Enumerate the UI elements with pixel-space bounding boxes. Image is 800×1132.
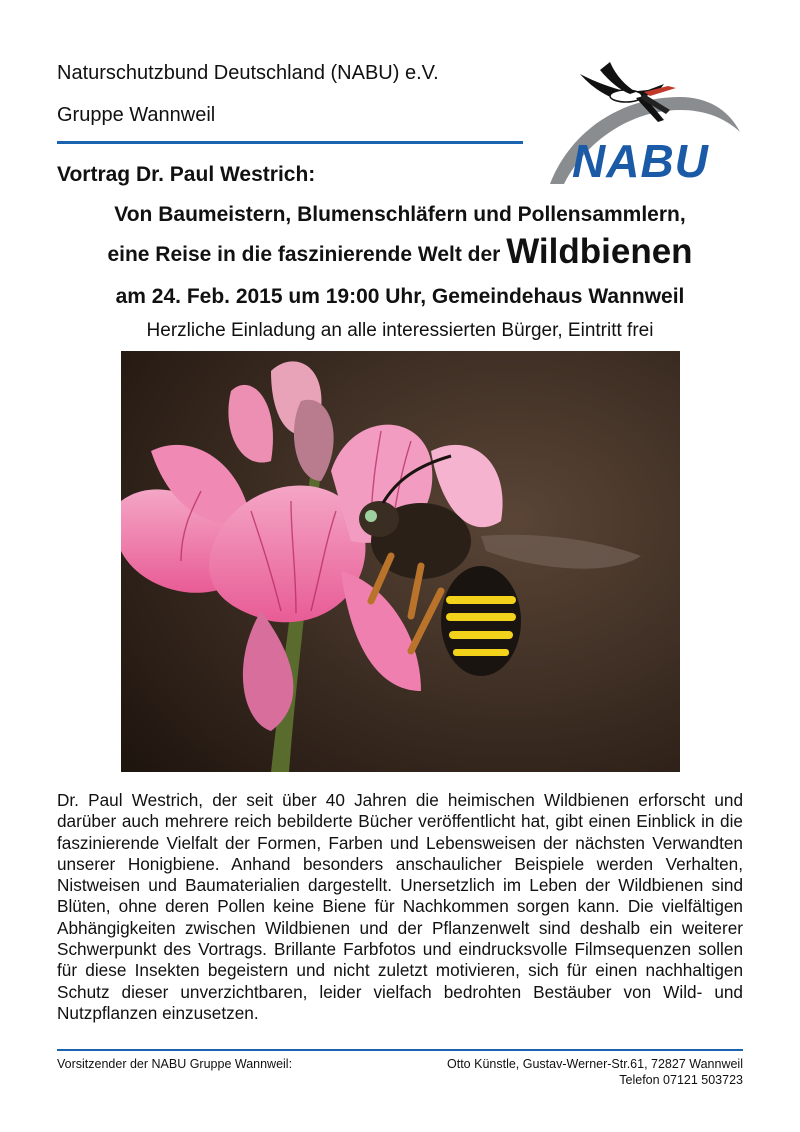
footer-address: Otto Künstle, Gustav-Werner-Str.61, 72827 Wannweil — [447, 1057, 743, 1071]
logo-wordmark: NABU — [572, 135, 709, 187]
wild-bee-photo — [121, 351, 680, 772]
organization-name: Naturschutzbund Deutschland (NABU) e.V. — [57, 62, 439, 84]
footer-phone: Telefon 07121 503723 — [619, 1073, 743, 1087]
lecture-speaker: Vortrag Dr. Paul Westrich: — [57, 163, 316, 186]
event-title-line2 — [0, 232, 800, 272]
group-name: Gruppe Wannweil — [57, 104, 216, 126]
footer-chair-label: Vorsitzender der NABU Gruppe Wannweil: — [57, 1057, 293, 1071]
event-invitation: Herzliche Einladung an alle interessierten Bürger, Eintritt frei — [146, 320, 654, 341]
event-date-location: am 24. Feb. 2015 um 19:00 Uhr, Gemeindehaus Wannweil — [115, 285, 685, 308]
header-divider — [57, 141, 523, 144]
nabu-logo — [540, 52, 750, 192]
footer-divider — [57, 1049, 743, 1051]
event-title-highlight: Wildbienen — [506, 232, 693, 271]
event-title-line1: Von Baumeistern, Blumenschläfern und Pollensammlern, — [114, 203, 686, 226]
event-description: Dr. Paul Westrich, der seit über 40 Jahren die heimischen Wildbienen erforscht und darüber auch mehrere reich bebilderte Bücher veröffentlicht hat, gibt einen Einblick in die faszinierende Vielfalt der Formen, Farben und Lebensweisen der nächsten Verwandten unserer Honigbiene. Anhand besonders anschaulicher Beispiele werden Verhalten, Nistweisen und Baumaterialien dargestellt. Unersetzlich im Leben der Wildbienen sind Blüten, ohne deren Pollen keine Biene für Nachkommen sorgen kann. Die vielfältigen Abhängigkeiten zwischen Wildbienen und der Pflanzenwelt sind deshalb ein weiterer Schwerpunkt des Vortrags. Brillante Farbfotos und eindrucksvolle Filmsequenzen sollen für diese Insekten begeistern und nicht zuletzt motivieren, sich für einen nachhaltigen Schutz dieser unverzichtbaren, leider vielfach bedrohten Bestäuber von Wild- und Nutzpflanzen einzusetzen. — [57, 790, 743, 1023]
event-title-line2-text: eine Reise in die faszinierende Welt der — [107, 243, 501, 266]
